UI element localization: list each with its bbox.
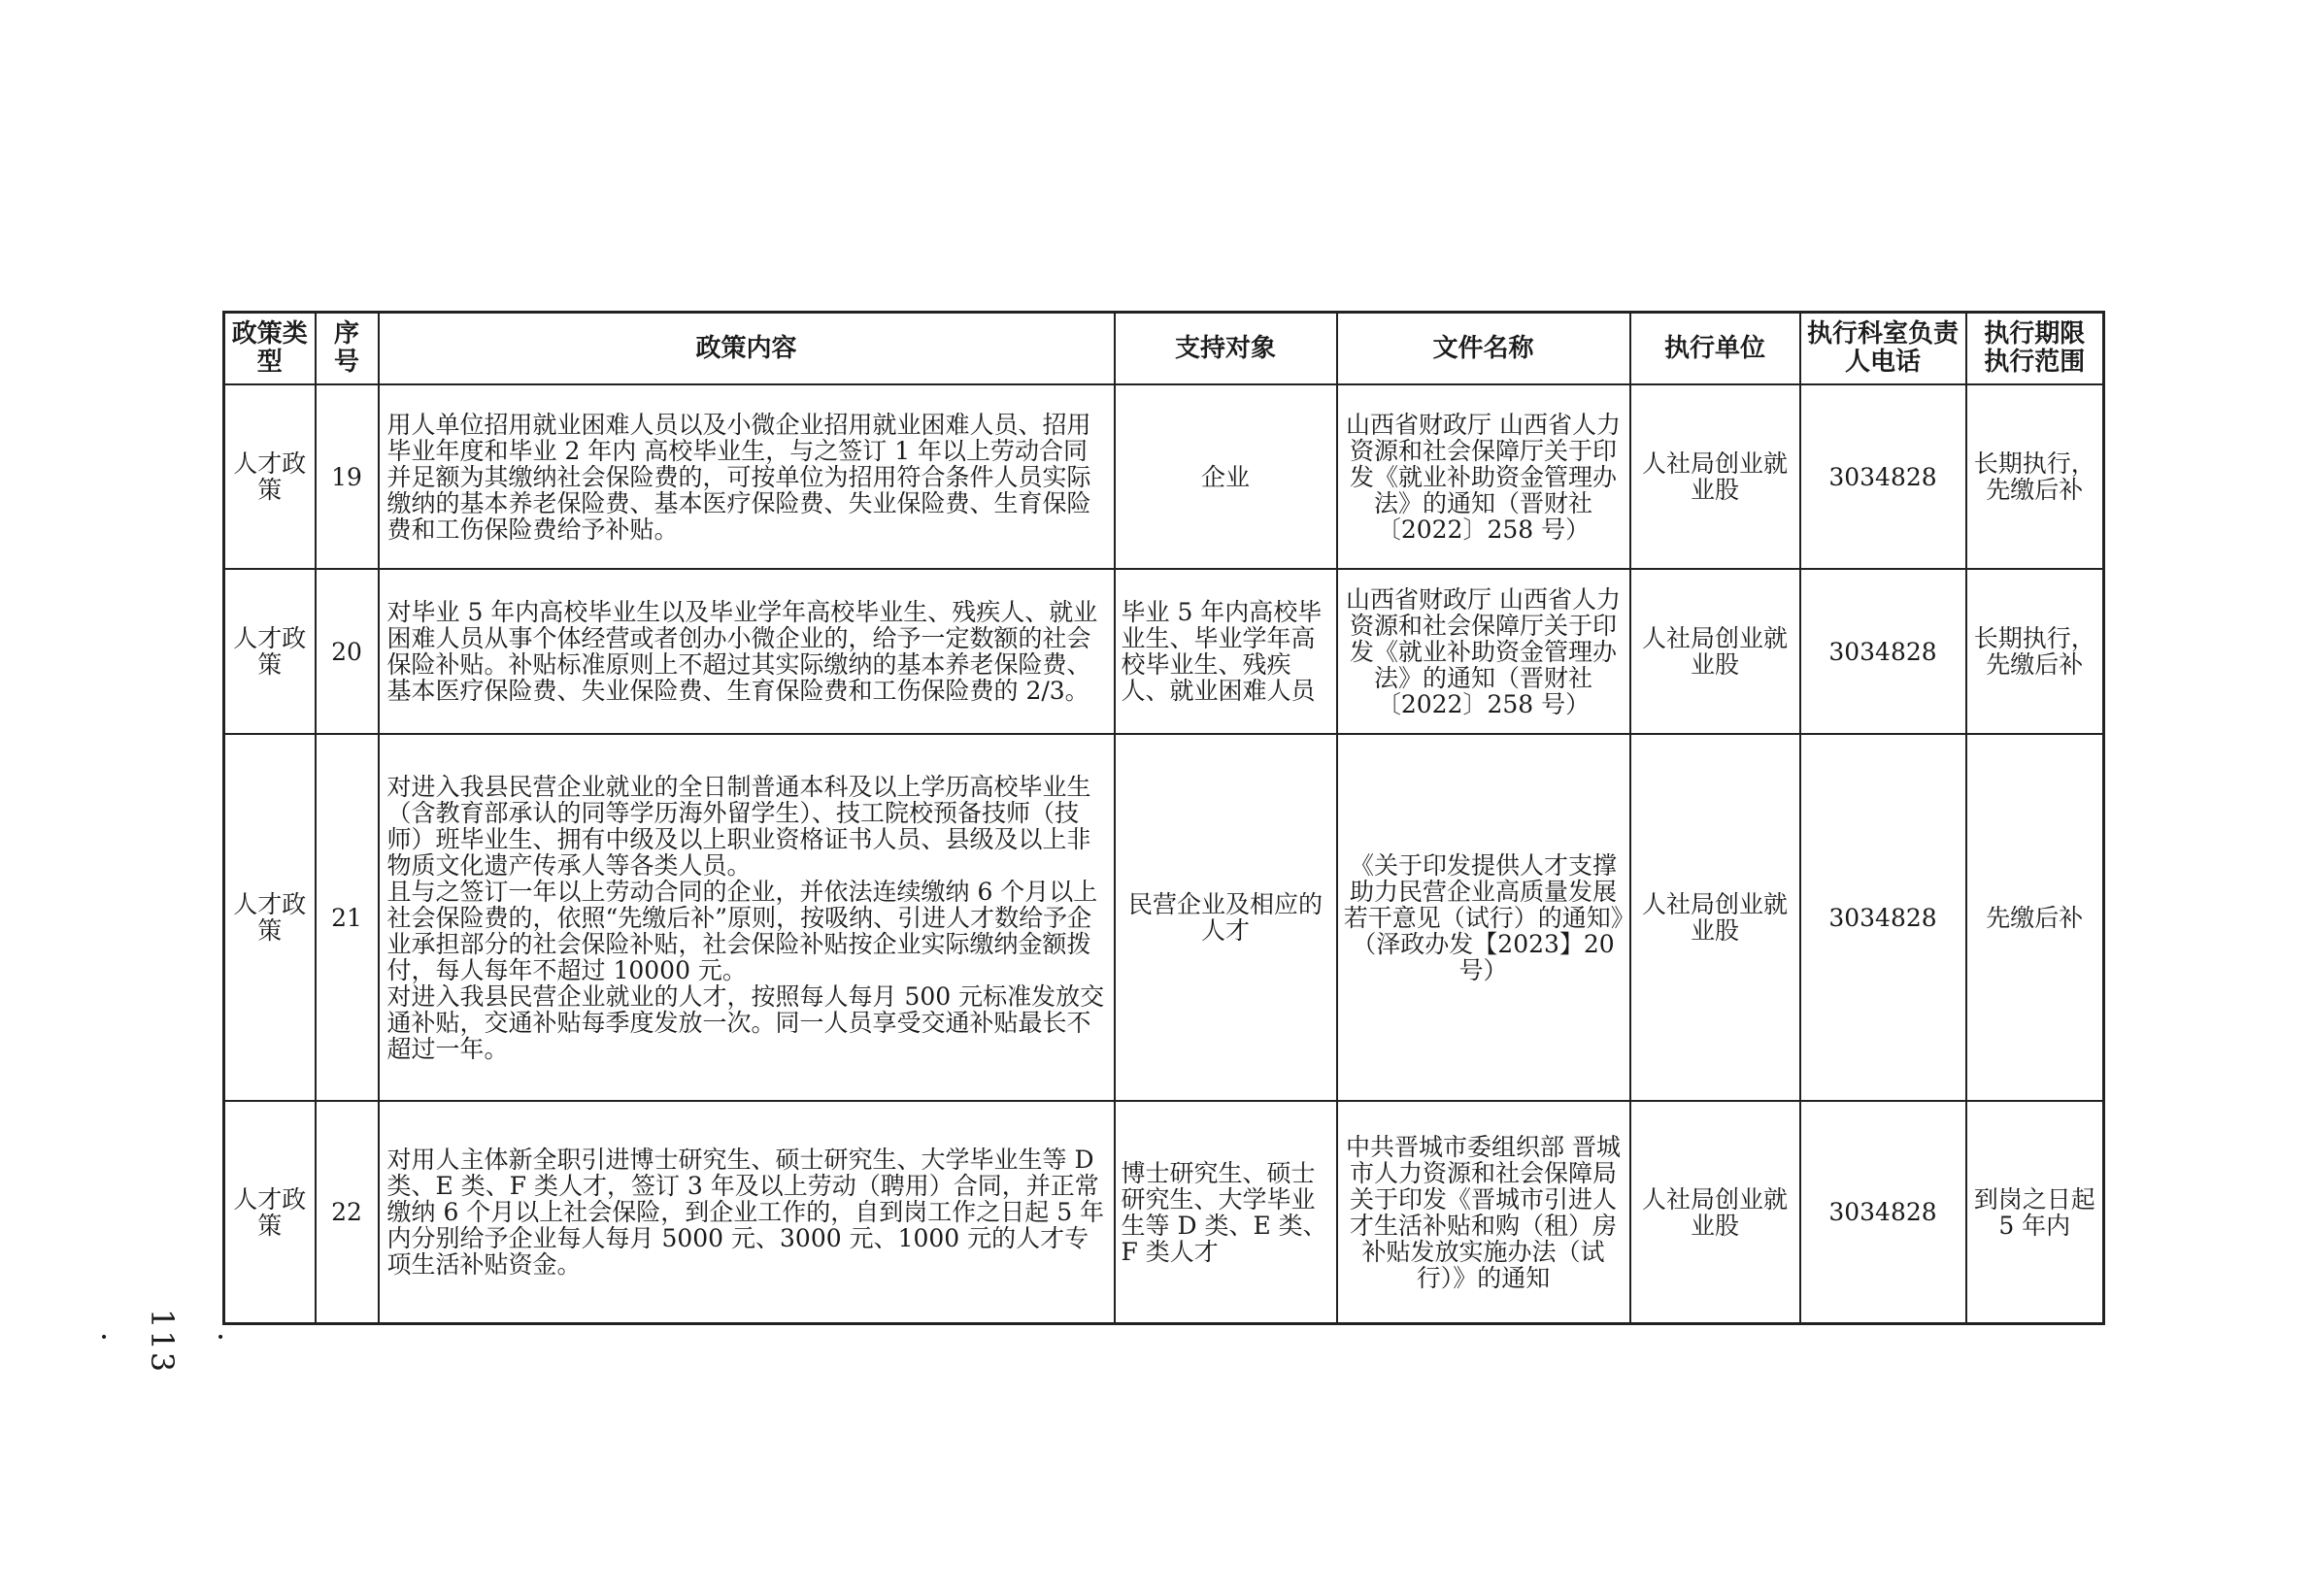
header-type: 政策类型: [224, 313, 316, 385]
header-target: 支持对象: [1115, 313, 1337, 385]
policy-type: 人才政策: [224, 1101, 316, 1324]
execution-period: 长期执行，先缴后补: [1966, 384, 2104, 569]
document-name: 《关于印发提供人才支撑助力民营企业高质量发展若干意见（试行）的通知》（泽政办发【2023】20 号）: [1337, 734, 1630, 1101]
execution-period: 先缴后补: [1966, 734, 2104, 1101]
policy-type: 人才政策: [224, 384, 316, 569]
contact-phone: 3034828: [1800, 569, 1966, 734]
support-target: 毕业 5 年内高校毕业生、毕业学年高校毕业生、残疾人、就业困难人员: [1115, 569, 1337, 734]
support-target: 企业: [1115, 384, 1337, 569]
header-row: [224, 313, 2104, 385]
page-number: · 113 ·: [85, 1309, 239, 1375]
policy-content: 对用人主体新全职引进博士研究生、硕士研究生、大学毕业生等 D 类、E 类、F 类人才，签订 3 年及以上劳动（聘用）合同，并正常缴纳 6 个月以上社会保险，到企业工作的，自到岗工作之日起 5 年内分别给予企业每人每月 5000 元、3000 元、1000 元的人才专项生活补贴资金。: [379, 1101, 1115, 1324]
header-unit: 执行单位: [1630, 313, 1800, 385]
document-name: 山西省财政厅 山西省人力资源和社会保障厅关于印发《就业补助资金管理办法》的通知（晋财社〔2022〕258 号）: [1337, 569, 1630, 734]
header-seq: 序号: [316, 313, 379, 385]
table-row: [224, 384, 2104, 569]
support-target: 博士研究生、硕士研究生、大学毕业生等 D 类、E 类、F 类人才: [1115, 1101, 1337, 1324]
contact-phone: 3034828: [1800, 1101, 1966, 1324]
policy-content: 对进入我县民营企业就业的全日制普通本科及以上学历高校毕业生（含教育部承认的同等学历海外留学生）、技工院校预备技师（技师）班毕业生、拥有中级及以上职业资格证书人员、县级及以上非物质文化遗产传承人等各类人员。 且与之签订一年以上劳动合同的企业，并依法连续缴纳 6 个月以上社会保险费的，依照“先缴后补”原则，按吸纳、引进人才数给予企业承担部分的社会保险补贴，社会保险补贴按企业实际缴纳金额拨付，每人每年不超过 10000 元。 对进入我县民营企业就业的人才，按照每人每月 500 元标准发放交通补贴，交通补贴每季度发放一次。同一人员享受交通补贴最长不超过一年。: [379, 734, 1115, 1101]
executing-unit: 人社局创业就业股: [1630, 1101, 1800, 1324]
table-row: [224, 569, 2104, 734]
header-period: 执行期限执行范围: [1966, 313, 2104, 385]
policy-seq: 21: [316, 734, 379, 1101]
policy-content: 对毕业 5 年内高校毕业生以及毕业学年高校毕业生、残疾人、就业困难人员从事个体经营或者创办小微企业的，给予一定数额的社会保险补贴。补贴标准原则上不超过其实际缴纳的基本养老保险费、基本医疗保险费、失业保险费、生育保险费和工伤保险费的 2/3。: [379, 569, 1115, 734]
header-phone: 执行科室负责人电话: [1800, 313, 1966, 385]
table-row: [224, 1101, 2104, 1324]
policy-seq: 19: [316, 384, 379, 569]
policy-seq: 20: [316, 569, 379, 734]
policy-table: [222, 311, 2105, 1325]
table-row: [224, 734, 2104, 1101]
policy-type: 人才政策: [224, 734, 316, 1101]
document-name: 山西省财政厅 山西省人力资源和社会保障厅关于印发《就业补助资金管理办法》的通知（晋财社〔2022〕258 号）: [1337, 384, 1630, 569]
support-target: 民营企业及相应的人才: [1115, 734, 1337, 1101]
header-document: 文件名称: [1337, 313, 1630, 385]
policy-seq: 22: [316, 1101, 379, 1324]
executing-unit: 人社局创业就业股: [1630, 384, 1800, 569]
header-content: 政策内容: [379, 313, 1115, 385]
executing-unit: 人社局创业就业股: [1630, 569, 1800, 734]
contact-phone: 3034828: [1800, 384, 1966, 569]
execution-period: 长期执行，先缴后补: [1966, 569, 2104, 734]
policy-type: 人才政策: [224, 569, 316, 734]
policy-content: 用人单位招用就业困难人员以及小微企业招用就业困难人员、招用毕业年度和毕业 2 年内 高校毕业生，与之签订 1 年以上劳动合同并足额为其缴纳社会保险费的，可按单位为招用符合条件人员实际缴纳的基本养老保险费、基本医疗保险费、失业保险费、生育保险费和工伤保险费给予补贴。: [379, 384, 1115, 569]
document-name: 中共晋城市委组织部 晋城市人力资源和社会保障局关于印发《晋城市引进人才生活补贴和购（租）房补贴发放实施办法（试行）》的通知: [1337, 1101, 1630, 1324]
contact-phone: 3034828: [1800, 734, 1966, 1101]
executing-unit: 人社局创业就业股: [1630, 734, 1800, 1101]
execution-period: 到岗之日起 5 年内: [1966, 1101, 2104, 1324]
